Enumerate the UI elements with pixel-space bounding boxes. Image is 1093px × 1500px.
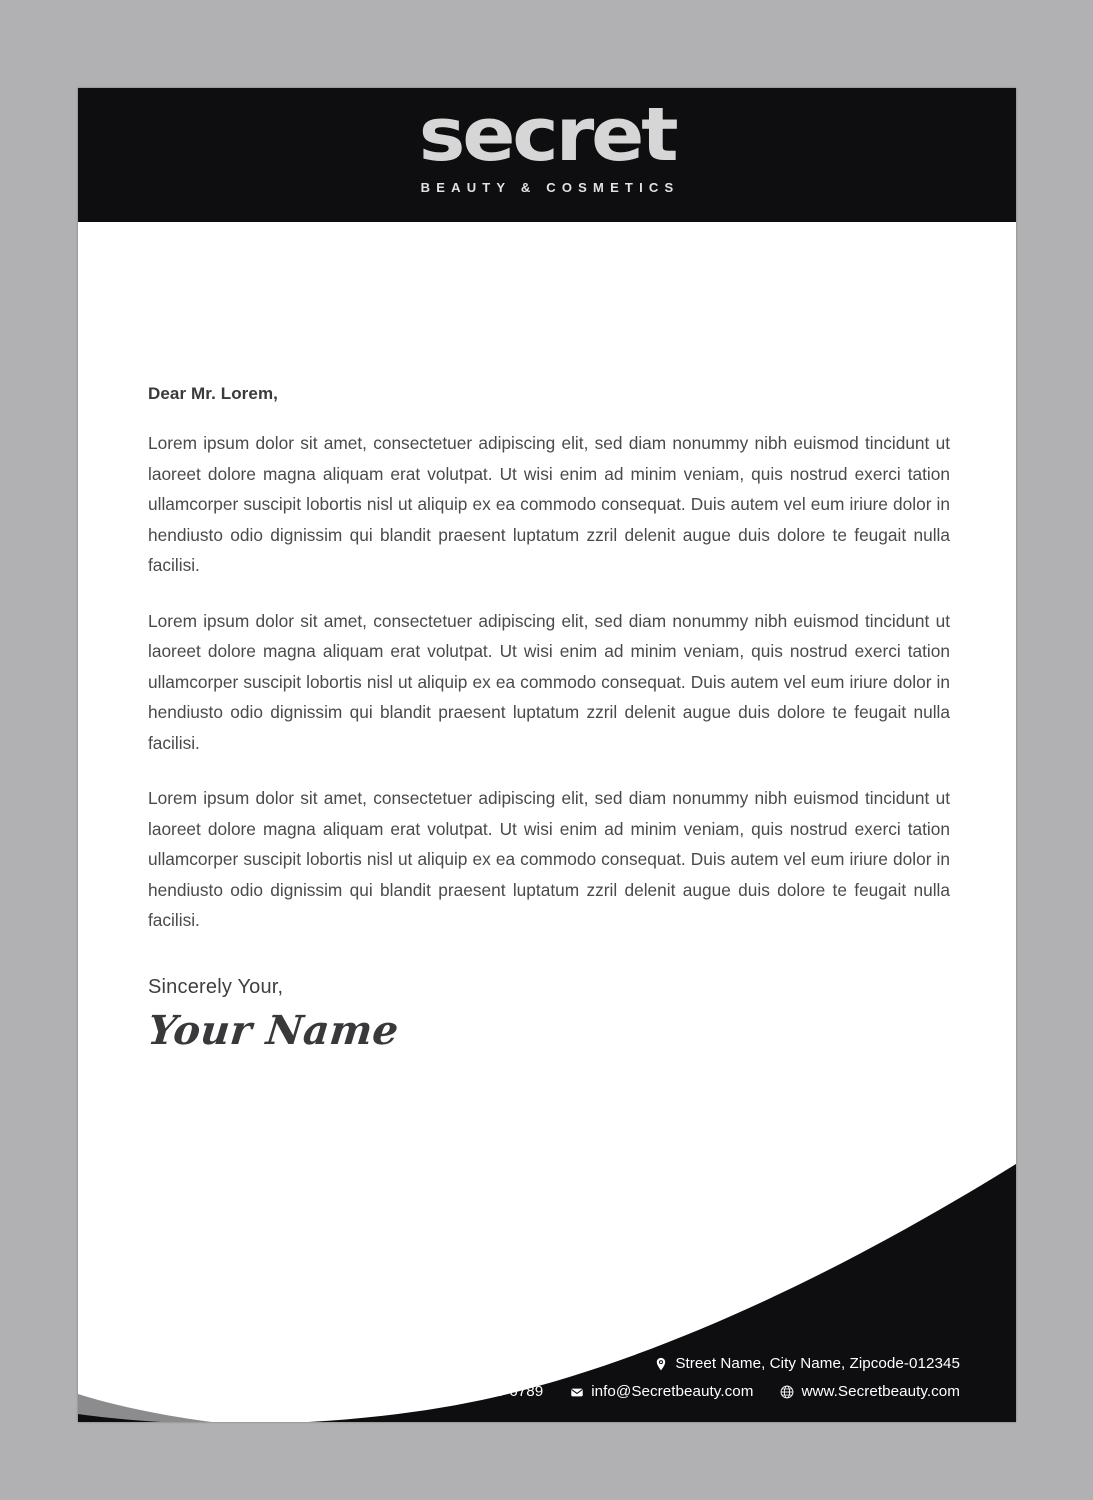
letter-paragraph: Lorem ipsum dolor sit amet, consectetuer adipiscing elit, sed diam nonummy nibh euismod tincidunt ut laoreet dolore magna aliquam erat volutpat. Ut wisi enim ad minim veniam, quis nostrud exerci tation ullamcorper suscipit lobortis nisl ut aliquip ex ea commodo consequat. Duis autem vel eum iriure dolor in hendiusto odio dignissim qui blandit praesent luptatum zzril delenit augue duis dolore te feugait nulla facilisi.	[148, 788, 950, 930]
brand-wordmark: secret	[418, 92, 676, 178]
envelope-icon	[569, 1384, 584, 1399]
map-pin-icon	[653, 1356, 668, 1371]
signature-block	[145, 975, 950, 1054]
letter-signature: Your Name	[145, 1006, 402, 1054]
footer-website[interactable]	[779, 1383, 960, 1400]
footer-website-text: www.Secretbeauty.com	[801, 1383, 960, 1400]
footer-phone[interactable]	[426, 1383, 543, 1400]
footer-email-text: info@Secretbeauty.com	[591, 1383, 754, 1400]
letter-salutation: Dear Mr. Lorem,	[148, 384, 278, 403]
letter-paragraph: Lorem ipsum dolor sit amet, consectetuer adipiscing elit, sed diam nonummy nibh euismod tincidunt ut laoreet dolore magna aliquam erat volutpat. Ut wisi enim ad minim veniam, quis nostrud exerci tation ullamcorper suscipit lobortis nisl ut aliquip ex ea commodo consequat. Duis autem vel eum iriure dolor in hendiusto odio dignissim qui blandit praesent luptatum zzril delenit augue duis dolore te feugait nulla facilisi.	[148, 610, 950, 753]
footer-phone-text: 012-345-6789	[448, 1383, 544, 1400]
footer-contact-row-details	[426, 1383, 960, 1400]
footer-address[interactable]	[653, 1355, 960, 1372]
footer-contact-block	[426, 1355, 960, 1400]
footer-email[interactable]	[569, 1383, 753, 1400]
phone-circle-icon	[426, 1384, 441, 1399]
brand-tagline: BEAUTY & COSMETICS	[420, 180, 680, 196]
letter-signoff: Sincerely Your,	[148, 975, 284, 998]
footer-address-text: Street Name, City Name, Zipcode-012345	[675, 1355, 960, 1372]
letter-body	[145, 384, 950, 1054]
letter-paragraph: Lorem ipsum dolor sit amet, consectetuer adipiscing elit, sed diam nonummy nibh euismod tincidunt ut laoreet dolore magna aliquam erat volutpat. Ut wisi enim ad minim veniam, quis nostrud exerci tation ullamcorper suscipit lobortis nisl ut aliquip ex ea commodo consequat. Duis autem vel eum iriure dolor in hendiusto odio dignissim qui blandit praesent luptatum zzril delenit augue duis dolore te feugait nulla facilisi.	[148, 433, 950, 575]
header-band	[78, 88, 1016, 222]
letterhead-sheet	[78, 88, 1016, 1422]
globe-icon	[779, 1384, 794, 1399]
footer-contact-row-address	[426, 1355, 960, 1372]
